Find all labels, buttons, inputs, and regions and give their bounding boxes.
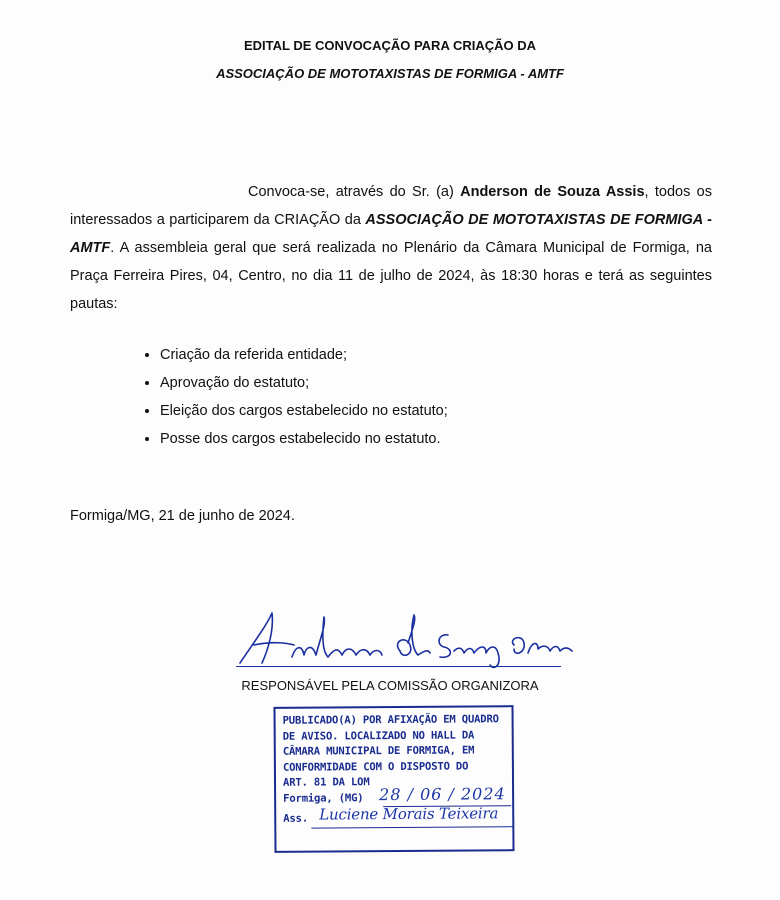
stamp-line: CÂMARA MUNICIPAL DE FORMIGA, EM [282,744,475,758]
stamp-line: PUBLICADO(A) POR AFIXAÇÃO EM QUADRO [282,713,499,727]
agenda-item: • Criação da referida entidade; [160,341,448,369]
paragraph-text-1: Convoca-se, através do Sr. (a) [248,184,461,200]
stamp-sign-row [283,803,506,832]
stamp-line: ART. 81 DA LOM [282,776,370,789]
stamp-place-label: Formiga, (MG) [283,791,364,805]
stamp-line: CONFORMIDADE COM O DISPOSTO DO [282,759,469,774]
handwritten-signature [232,605,592,675]
publication-stamp [273,705,514,853]
stamp-date: 28 / 06 / 2024 [379,783,506,804]
convener-name: Anderson de Souza Assis [460,184,645,200]
signature-line [236,666,561,667]
stamp-sign-underline [311,826,513,828]
stamp-signature: Luciene Morais Teixeira [319,803,499,824]
agenda-item: • Eleição dos cargos estabelecido no estatuto; [160,397,448,425]
association-name: ASSOCIAÇÃO DE MOTOTAXISTAS DE FORMIGA - AMTF [70,212,712,256]
stamp-line: DE AVISO. LOCALIZADO NO HALL DA [282,728,475,743]
agenda-item: • Aprovação do estatuto; [160,369,448,397]
document-title: EDITAL DE CONVOCAÇÃO PARA CRIAÇÃO DA [243,38,537,53]
place-date-line: Formiga/MG, 21 de junho de 2024. [70,508,295,524]
stamp-sign-label: Ass. [283,812,309,825]
document-subtitle: ASSOCIAÇÃO DE MOTOTAXISTAS DE FORMIGA - AMTF [216,66,564,81]
paragraph-text-3: . A assembleia geral que será realizada no Plenário da Câmara Municipal de Formiga, na Praça Ferreira Pires, 04, Centro, no dia 11 de julho de 2024, às 18:30 horas e terá as seguintes pautas: [70,240,712,312]
agenda-list [132,341,448,453]
paragraph-text-2: , todos os interessados a participarem da CRIAÇÃO da [70,184,712,228]
convocation-paragraph [70,178,712,318]
agenda-item: • Posse dos cargos estabelecido no estatuto. [160,425,448,453]
signatory-role: RESPONSÁVEL PELA COMISSÃO ORGANIZORA [241,678,539,693]
